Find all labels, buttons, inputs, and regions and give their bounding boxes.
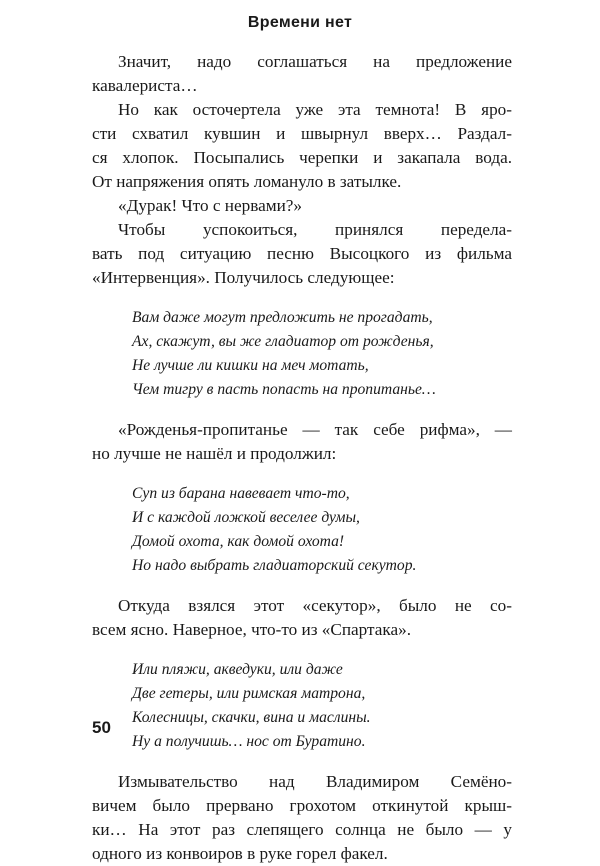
text-line: Значит, надо соглашаться на предложение [118,52,512,71]
paragraph [92,194,512,218]
verse-line: Ну а получишь… нос от Буратино. [132,733,366,750]
text-line: Чтобы успокоиться, принялся передела- [118,220,512,239]
paragraph [92,594,512,642]
text-line: одного из конвоиров в руке горел факел. [92,844,388,863]
spacer [92,642,512,658]
paragraph [92,770,512,866]
verse [92,306,512,402]
spacer [92,578,512,594]
verse-line: Ах, скажут, вы же гладиатор от рожденья, [132,333,434,350]
verse-line: Колесницы, скачки, вина и маслины. [132,709,371,726]
verse-line: И с каждой ложкой веселее думы, [132,509,360,526]
verse-line: Не лучше ли кишки на меч мотать, [132,357,369,374]
text-line: От напряжения опять ломануло в затылке. [92,172,402,191]
text-line: «Интервенция». Получилось следующее: [92,268,395,287]
paragraph [92,418,512,466]
text-line: кавалериста… [92,76,198,95]
verse-line: Суп из барана навевает что-то, [132,485,350,502]
spacer [92,402,512,418]
verse-line: Домой охота, как домой охота! [132,533,345,550]
spacer [92,754,512,770]
verse-line: Чем тигру в пасть попасть на пропитанье… [132,381,436,398]
paragraph [92,218,512,290]
text-line: «Дурак! Что с нервами?» [118,196,303,215]
verse [92,658,512,754]
text-line: сти схватил кувшин и швырнул вверх… Раздал- [92,124,512,143]
text-line: ся хлопок. Посыпались черепки и закапала вода. [92,148,512,167]
text-line: ки… На этот раз слепящего солнца не было — у [92,820,512,839]
paragraph [92,98,512,194]
spacer [92,466,512,482]
spacer [92,290,512,306]
verse-line: Две гетеры, или римская матрона, [132,685,366,702]
text-line: «Рожденья-пропитанье — так себе рифма», — [118,420,512,439]
page-number: 50 [92,718,111,737]
body-text [92,50,512,866]
verse-line: Или пляжи, акведуки, или даже [132,661,343,678]
verse [92,482,512,578]
text-line: Откуда взялся этот «секутор», было не со- [118,596,512,615]
verse-line: Но надо выбрать гладиаторский секутор. [132,557,417,574]
verse-line: Вам даже могут предложить не прогадать, [132,309,433,326]
text-line: Измывательство над Владимиром Семёно- [118,772,512,791]
paragraph [92,50,512,98]
text-line: вать под ситуацию песню Высоцкого из фильма [92,244,512,263]
text-line: вичем было прервано грохотом откинутой крыш- [92,796,512,815]
running-header: Времени нет [247,14,353,31]
text-line: всем ясно. Наверное, что-то из «Спартака». [92,620,411,639]
text-line: но лучше не нашёл и продолжил: [92,444,337,463]
text-line: Но как осточертела уже эта темнота! В яро- [118,100,512,119]
